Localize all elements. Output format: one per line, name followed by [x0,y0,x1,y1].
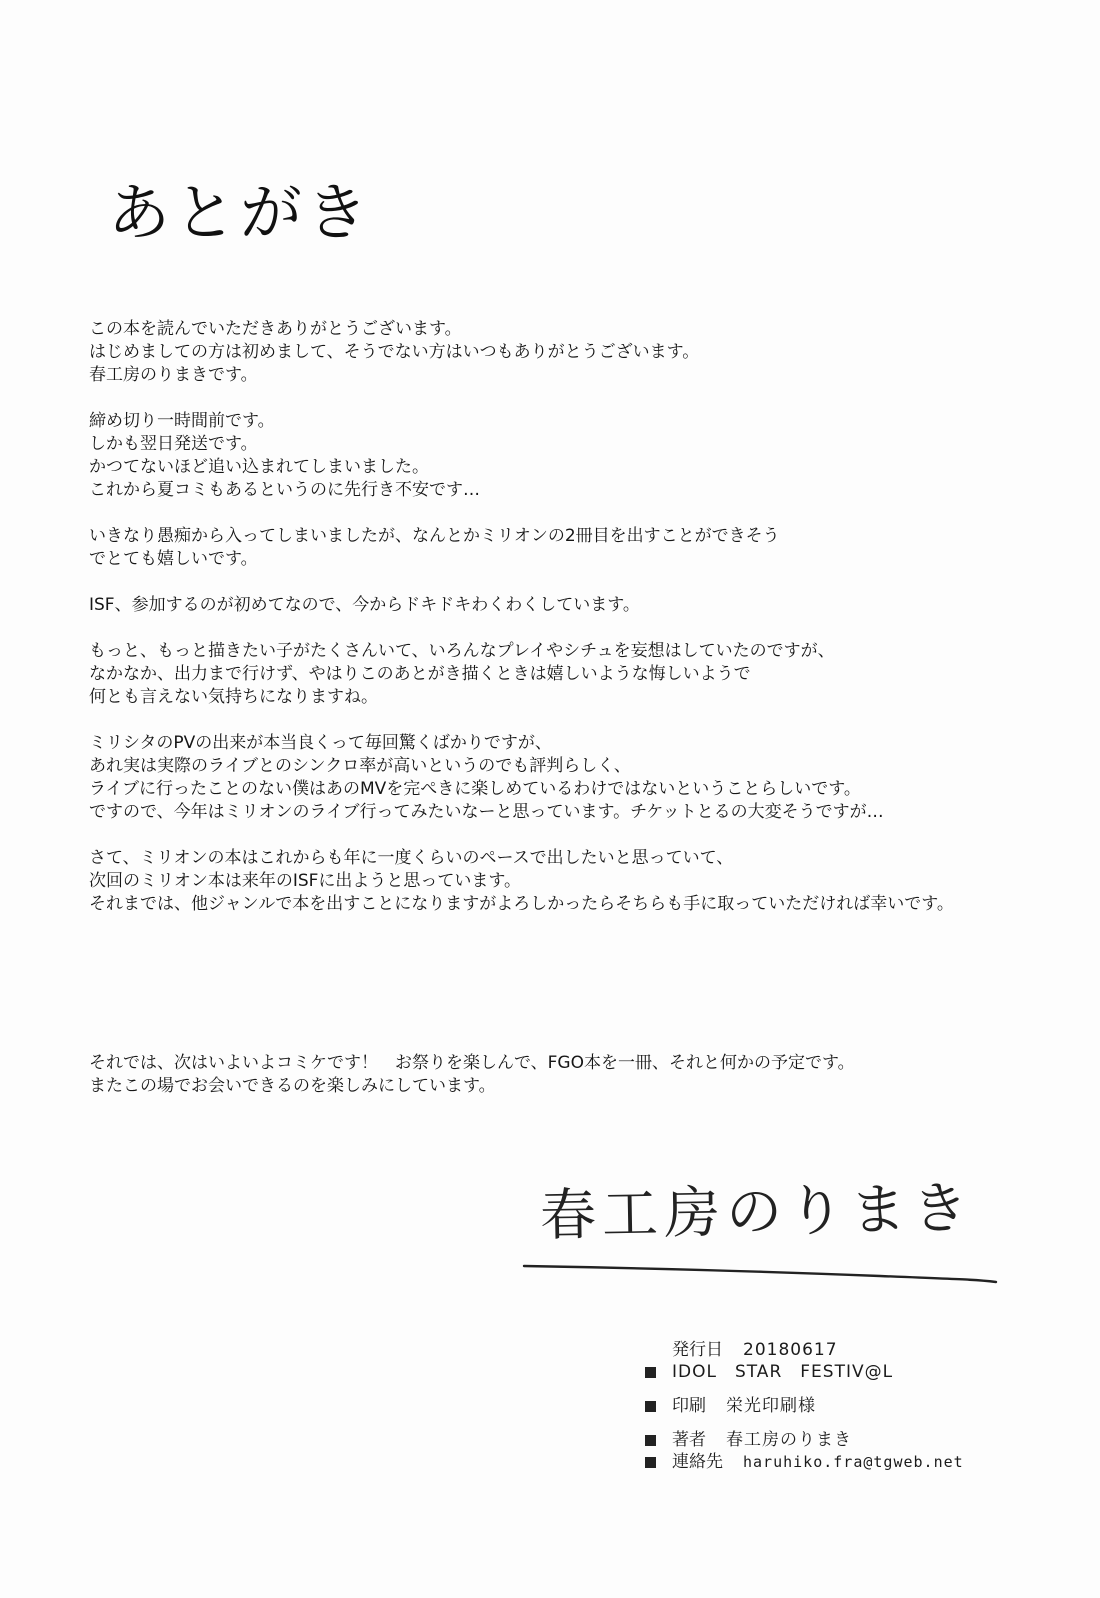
text-line: ですので、今年はミリオンのライブ行ってみたいなーと思っています。チケットとるの大変そうですが… [89,802,884,822]
print-value: 栄光印刷様 [726,1396,816,1416]
text-line: 締め切り一時間前です。 [89,411,275,431]
text-line: かつてないほど追い込まれてしまいました。 [89,457,429,477]
text-line: さて、ミリオンの本はこれからも年に一度くらいのペースで出したいと思っていて、 [89,848,734,868]
colophon-print-row [645,1395,1075,1417]
colophon [645,1339,1075,1473]
text-line: 春工房のりまきです。 [89,365,258,385]
paragraph [89,525,1069,571]
bullet-icon [645,1367,656,1378]
colophon-author-row [645,1429,1075,1451]
colophon-date-row [645,1339,1075,1361]
paragraph [89,594,1069,617]
page-title: あとがき [108,175,373,249]
text-line: いきなり愚痴から入ってしまいましたが、なんとかミリオンの2冊目を出すことができそう [89,526,780,546]
text-line: なかなか、出力まで行けず、やはりこのあとがき描くときは嬉しいような悔しいようで [89,664,751,684]
contact-label: 連絡先 [672,1452,723,1472]
signature-underline [520,1258,1000,1288]
text-line: しかも翌日発送です。 [89,434,258,454]
author-label: 著者 [672,1430,706,1450]
text-line: これから夏コミもあるというのに先行き不安です… [89,480,480,500]
date-label: 発行日 [672,1340,723,1360]
bullet-icon [645,1401,656,1412]
paragraph [89,847,1069,916]
afterword-body [89,318,1069,939]
text-line: ライブに行ったことのない僕はあのMVを完ぺきに楽しめているわけではないということらしいです。 [89,779,861,799]
text-line: でとても嬉しいです。 [89,549,258,569]
closing-message [89,1052,1069,1098]
text-line: 次回のミリオン本は来年のISFに出ようと思っています。 [89,871,522,891]
text-line: またこの場でお会いできるのを楽しみにしています。 [89,1076,496,1096]
bullet-icon [645,1435,656,1446]
colophon-event-row [645,1361,1075,1383]
text-line: 何とも言えない気持ちになりますね。 [89,687,378,707]
text-line: あれ実は実際のライブとのシンクロ率が高いというのでも評判らしく、 [89,756,631,776]
print-label: 印刷 [672,1396,706,1416]
text-line: この本を読んでいただきありがとうございます。 [89,319,462,339]
text-line: ISF、参加するのが初めてなので、今からドキドキわくわくしています。 [89,595,640,615]
paragraph [89,410,1069,502]
text-line: もっと、もっと描きたい子がたくさんいて、いろんなプレイやシチュを妄想はしていたのですが、 [89,641,835,661]
text-line: それまでは、他ジャンルで本を出すことになりますがよろしかったらそちらも手に取っていただければ幸いです。 [89,894,954,914]
bullet-icon [645,1457,656,1468]
event-name: IDOL STAR FESTIV@L [672,1362,894,1382]
text-line: はじめましての方は初めまして、そうでない方はいつもありがとうございます。 [89,342,700,362]
handwritten-signature: 春工房のりまき [539,1176,975,1249]
text-line: それでは、次はいよいよコミケです！ お祭りを楽しんで、FGO本を一冊、それと何かの予定です。 [89,1053,855,1073]
paragraph [89,732,1069,824]
contact-email: haruhiko.fra@tgweb.net [743,1453,964,1471]
colophon-contact-row [645,1451,1075,1473]
text-line: ミリシタのPVの出来が本当良くって毎回驚くばかりですが、 [89,733,552,753]
bullet-icon [645,1345,656,1356]
author-value: 春工房のりまき [726,1430,852,1450]
date-value: 20180617 [743,1340,838,1360]
paragraph [89,318,1069,387]
paragraph [89,640,1069,709]
